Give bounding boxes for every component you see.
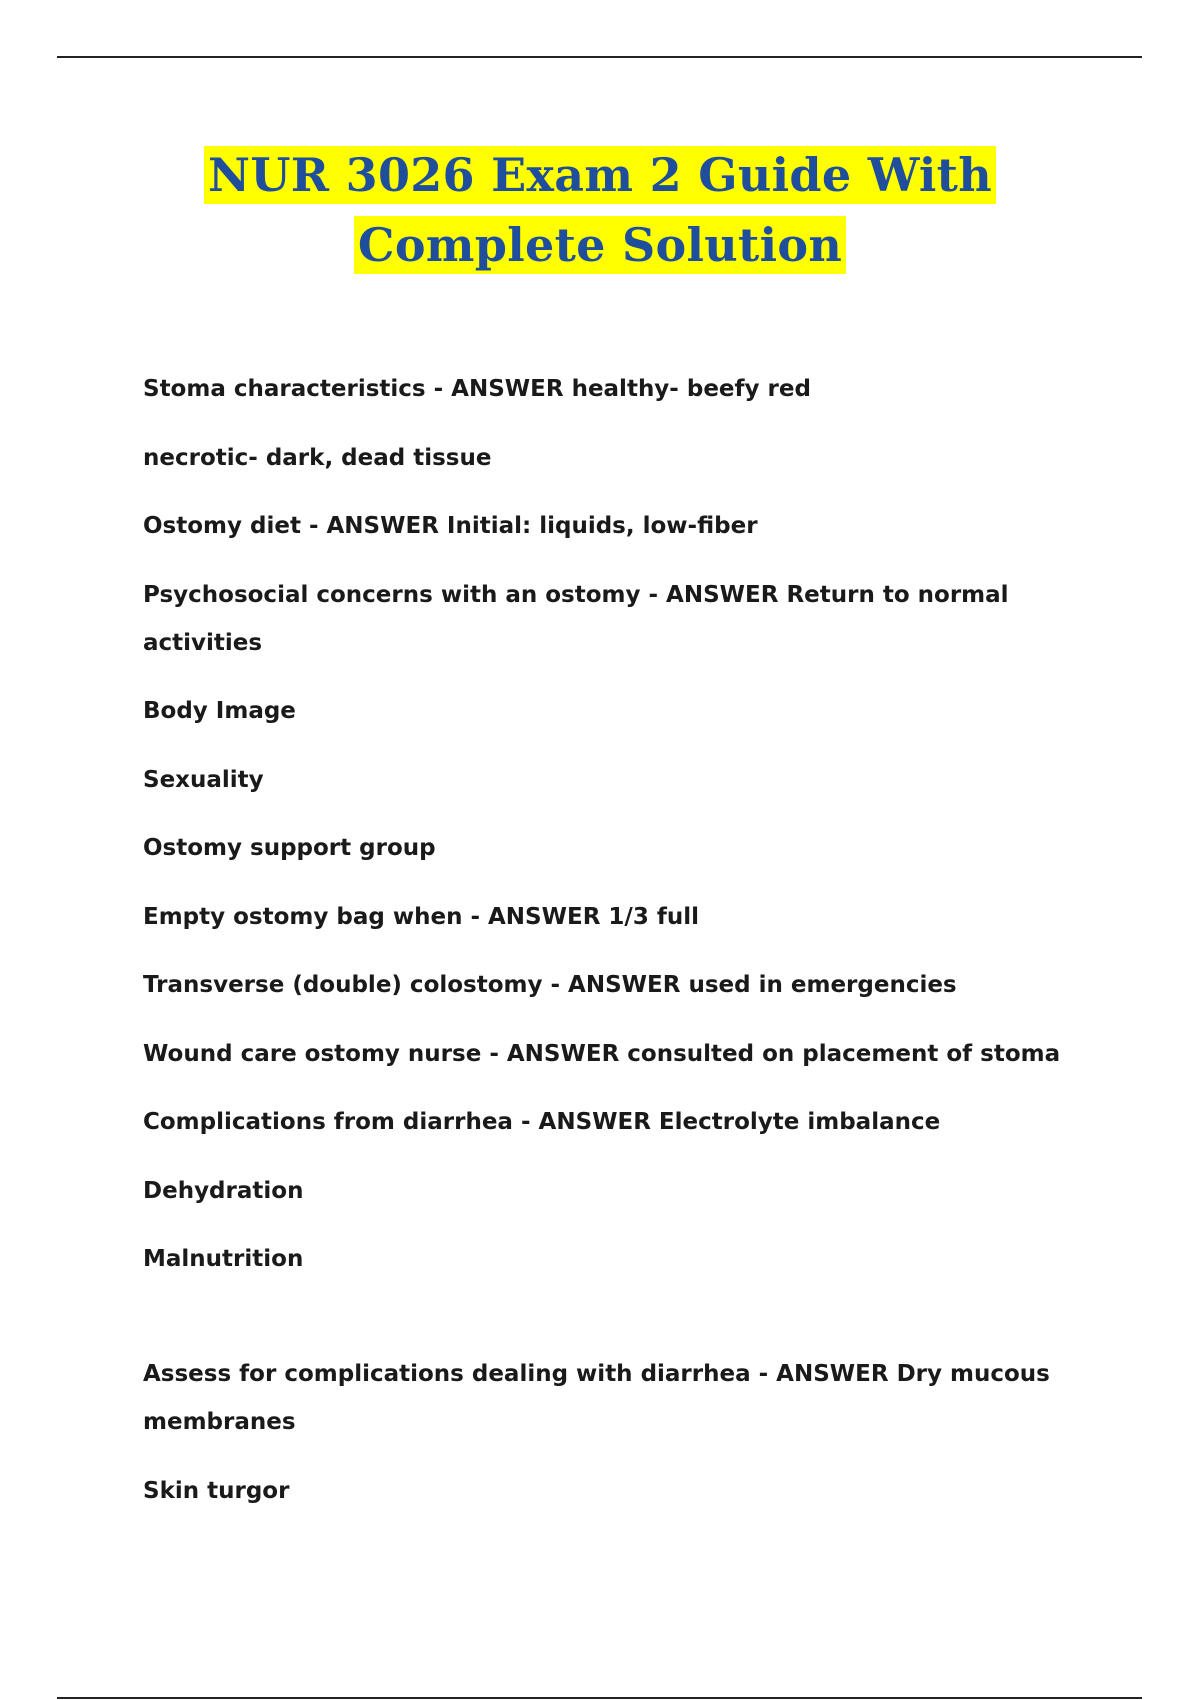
- page-title: [0, 140, 1200, 280]
- title-line-2: Complete Solution: [0, 210, 1200, 280]
- list-item: Body Image: [143, 698, 296, 724]
- list-item: Ostomy diet - ANSWER Initial: liquids, low-fiber: [143, 513, 758, 539]
- list-item: Assess for complications dealing with diarrhea - ANSWER Dry mucous membranes: [143, 1361, 1050, 1435]
- list-item: Stoma characteristics - ANSWER healthy- beefy red: [143, 376, 811, 402]
- top-divider: [57, 56, 1142, 58]
- list-item: Wound care ostomy nurse - ANSWER consulted on placement of stoma: [143, 1040, 1061, 1067]
- list-item: necrotic- dark, dead tissue: [143, 444, 492, 471]
- list-item: Dehydration: [143, 1177, 304, 1204]
- list-item: Complications from diarrhea - ANSWER Electrolyte imbalance: [143, 1109, 941, 1135]
- document-body: [143, 365, 1133, 1535]
- list-item: Transverse (double) colostomy - ANSWER used in emergencies: [143, 972, 957, 998]
- list-item: Psychosocial concerns with an ostomy - ANSWER Return to normal activities: [143, 581, 1009, 656]
- list-item: Malnutrition: [143, 1246, 304, 1272]
- bottom-divider: [57, 1697, 1142, 1699]
- list-item: Sexuality: [143, 766, 264, 793]
- list-item: Ostomy support group: [143, 835, 436, 861]
- title-line-1: NUR 3026 Exam 2 Guide With: [0, 140, 1200, 210]
- list-item: Skin turgor: [143, 1477, 290, 1504]
- list-item: Empty ostomy bag when - ANSWER 1/3 full: [143, 903, 699, 930]
